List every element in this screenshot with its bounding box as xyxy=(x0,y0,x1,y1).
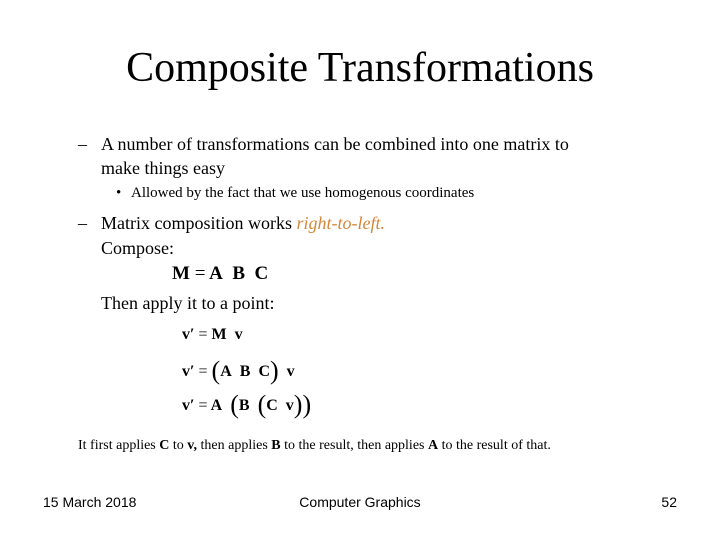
note-symbol: B xyxy=(271,438,281,453)
note-text: to the result, then applies xyxy=(280,438,428,453)
bullet-text-line2: make things easy xyxy=(101,158,225,178)
equation-apply-2 xyxy=(182,356,295,386)
eq-symbol: B xyxy=(232,263,246,284)
bullet-text-line1: A number of transformations can be combined into one matrix to xyxy=(101,134,569,154)
eq-symbol: A xyxy=(210,397,223,414)
eq-paren: ) xyxy=(270,356,279,385)
eq-symbol: v′ xyxy=(182,326,195,343)
bullet-text-plain: Matrix composition works xyxy=(101,213,297,233)
equation-apply-1 xyxy=(182,326,243,344)
eq-symbol: v xyxy=(234,326,243,343)
bullet-dash: – xyxy=(78,134,87,154)
footer-date: 15 March 2018 xyxy=(43,494,137,510)
eq-paren: ( xyxy=(211,356,221,385)
eq-symbol: v xyxy=(285,397,294,414)
note-text: It first applies xyxy=(78,438,160,453)
eq-operator: = xyxy=(198,397,208,414)
footer-page-number: 52 xyxy=(661,494,677,510)
footer-course: Computer Graphics xyxy=(299,494,421,510)
equation-compose xyxy=(172,263,268,285)
sub-bullet-dot: • xyxy=(116,185,122,201)
eq-paren: )) xyxy=(293,390,312,419)
explanation-note xyxy=(78,438,551,454)
sub-bullet-text: Allowed by the fact that we use homogenous coordinates xyxy=(131,185,475,201)
equation-apply-3 xyxy=(182,390,311,420)
eq-paren: ( xyxy=(257,390,267,419)
note-text: to xyxy=(169,438,188,453)
eq-operator: = xyxy=(194,263,206,284)
eq-operator: = xyxy=(198,363,208,380)
eq-symbol: M xyxy=(211,326,227,343)
eq-symbol: B xyxy=(239,363,251,380)
note-text: to the result of that. xyxy=(438,438,551,453)
note-symbol: v, xyxy=(187,438,198,453)
apply-label: Then apply it to a point: xyxy=(101,293,275,313)
eq-symbol: v′ xyxy=(182,397,195,414)
emphasis-text: right-to-left. xyxy=(296,213,385,233)
bullet-dash: – xyxy=(78,213,87,233)
note-symbol: A xyxy=(427,438,439,453)
eq-operator: = xyxy=(198,326,208,343)
eq-symbol: v xyxy=(286,363,295,380)
eq-symbol: M xyxy=(172,263,190,284)
page-title: Composite Transformations xyxy=(126,45,594,91)
eq-symbol: v′ xyxy=(182,363,195,380)
note-symbol: C xyxy=(159,438,170,453)
eq-symbol: C xyxy=(266,397,278,414)
eq-paren: ( xyxy=(230,390,239,419)
bullet-text xyxy=(101,212,385,234)
eq-symbol: C xyxy=(254,263,269,284)
compose-label: Compose: xyxy=(101,238,175,258)
note-text: then applies xyxy=(197,438,272,453)
eq-symbol: A xyxy=(220,363,232,380)
eq-symbol: B xyxy=(238,397,250,414)
eq-symbol: C xyxy=(258,363,270,380)
eq-symbol: A xyxy=(209,263,223,284)
